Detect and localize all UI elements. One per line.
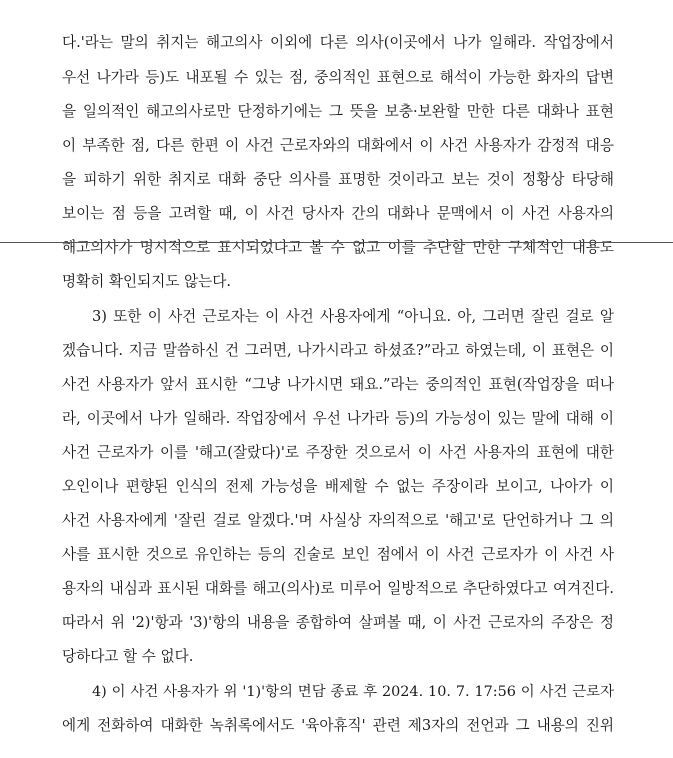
text-line: 겠습니다. 지금 말씀하신 건 그러면, 나가시라고 하셨죠?”라고 하였는데, 이 표현은 이	[62, 342, 614, 359]
paragraph-3-first-line: 3) 또한 이 사건 근로자는 이 사건 사용자에게 “아니요. 아, 그러면 잘린 걸로 알	[92, 308, 614, 325]
text-line: 라, 이곳에서 나가 일해라. 작업장에서 우선 나가라 등)의 가능성이 있는 말에 대해 이	[62, 410, 614, 427]
text-line: 당하다고 할 수 없다.	[62, 648, 194, 665]
scan-line-mark	[0, 242, 673, 243]
text-line: 해고의사가 명시적으로 표시되었다고 볼 수 없고 이를 추단할 만한 구체적인 내용도	[62, 239, 614, 256]
text-line: 사를 표시한 것으로 유인하는 등의 진술로 보인 점에서 이 사건 근로자가 이 사건 사	[62, 546, 614, 563]
text-line: 이 부족한 점, 다른 한편 이 사건 근로자와의 대화에서 이 사건 사용자가 감정적 대응	[62, 137, 614, 154]
text-line: 사건 근로자가 이를 '해고(잘랐다)'로 주장한 것으로서 이 사건 사용자의 표현에 대한	[62, 444, 614, 461]
text-line: 보이는 점 등을 고려할 때, 이 사건 당사자 간의 대화나 문맥에서 이 사건 사용자의	[62, 205, 614, 222]
text-line: 용자의 내심과 표시된 대화를 해고(의사)로 미루어 일방적으로 추단하였다고 여겨진다.	[62, 580, 614, 597]
text-line: 오인이나 편향된 인식의 전제 가능성을 배제할 수 없는 주장이라 보이고, 나아가 이	[62, 478, 614, 495]
text-line: 명확히 확인되지도 않는다.	[62, 273, 231, 290]
text-line: 우선 나가라 등)도 내포될 수 있는 점, 중의적인 표현으로 해석이 가능한 화자의 답변	[62, 69, 614, 86]
text-line: 다.'라는 말의 취지는 해고의사 이외에 다른 의사(이곳에서 나가 일해라. 작업장에서	[62, 34, 614, 51]
text-line: 을 피하기 위한 취지로 대화 중단 의사를 표명한 것이라고 보는 것이 정황상 타당해	[62, 171, 614, 188]
text-line: 사건 사용자에게 '잘린 걸로 알겠다.'며 사실상 자의적으로 '해고'로 단언하거나 그 의	[62, 512, 614, 529]
text-line: 을 일의적인 해고의사로만 단정하기에는 그 뜻을 보충·보완할 만한 다른 대화나 표현	[62, 103, 614, 120]
text-line: 따라서 위 '2)'항과 '3)'항의 내용을 종합하여 살펴볼 때, 이 사건 근로자의 주장은 정	[62, 614, 614, 631]
paragraph-4-first-line: 4) 이 사건 사용자가 위 '1)'항의 면담 종료 후 2024. 10. 7. 17:56 이 사건 근로자	[92, 684, 614, 700]
text-line: 사건 사용자가 앞서 표시한 “그냥 나가시면 돼요.”라는 중의적인 표현(작업장을 떠나	[62, 376, 614, 393]
text-line: 에게 전화하여 대화한 녹취록에서도 '육아휴직' 관련 제3자의 전언과 그 내용의 진위	[62, 717, 614, 734]
